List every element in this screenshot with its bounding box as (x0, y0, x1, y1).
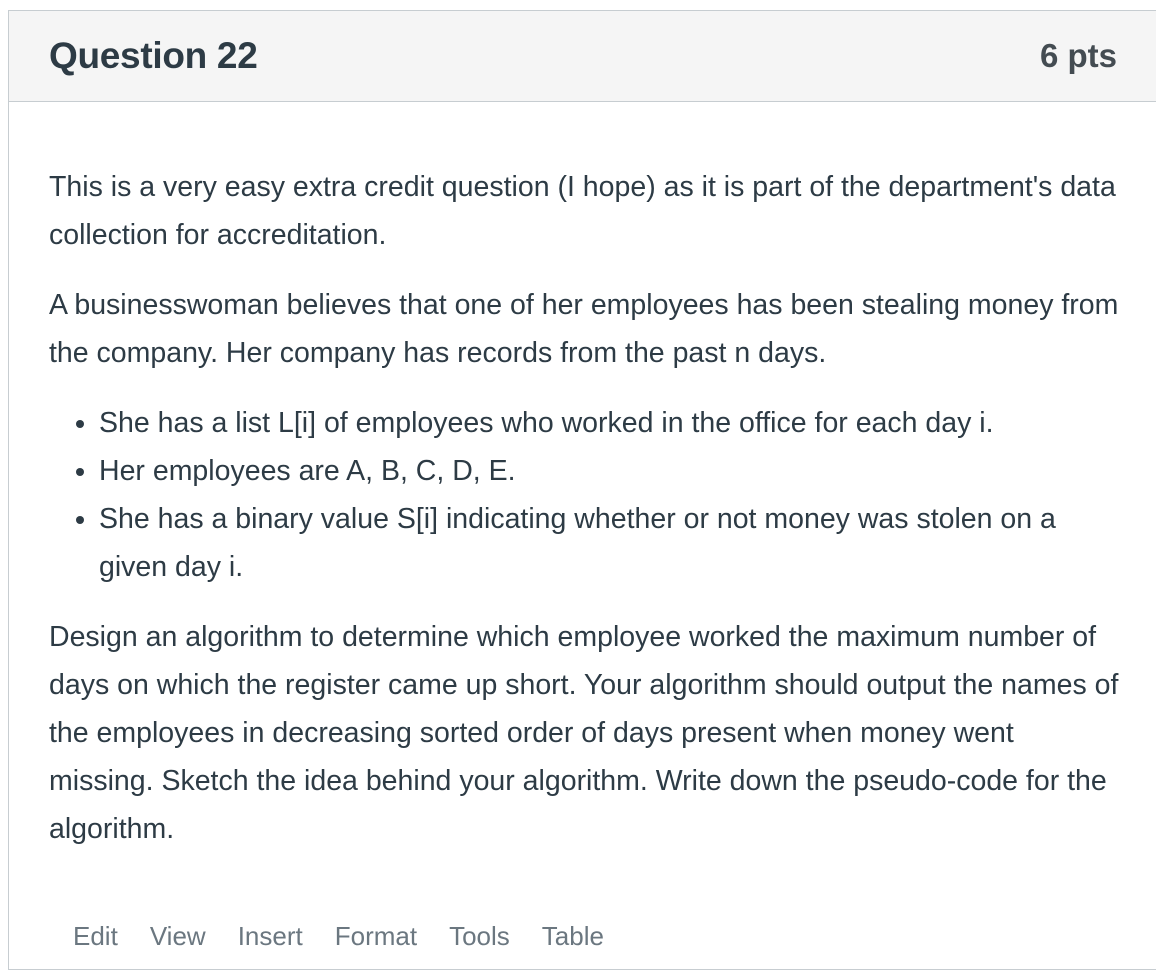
task-paragraph: Design an algorithm to determine which employee worked the maximum number of days on which the register came up short. Your algorithm should output the names of the employees in decreasing sorted order of days present when money went missing. Sketch the idea behind your algorithm. Write down the pseudo-code for the algorithm. (49, 621, 1119, 845)
intro-paragraph: This is a very easy extra credit question (I hope) as it is part of the department's data collection for accreditation. (49, 171, 1116, 251)
menu-table[interactable]: Table (541, 921, 604, 951)
menu-view[interactable]: View (149, 921, 206, 951)
bullet-item: • Her employees are A, B, C, D, E. (99, 447, 1119, 495)
question-header (9, 11, 1156, 102)
editor-menubar (73, 921, 604, 952)
bullet-list (49, 399, 1119, 591)
menu-tools[interactable]: Tools (449, 921, 510, 951)
scenario-paragraph: A businesswoman believes that one of her employees has been stealing money from the company. Her company has records from the past n days. (49, 289, 1119, 369)
menu-edit[interactable]: Edit (73, 921, 118, 951)
question-points: 6 pts (1039, 37, 1117, 74)
bullet-item: • She has a binary value S[i] indicating whether or not money was stolen on a given day i. (99, 495, 1119, 591)
question-title: Question 22 (49, 35, 258, 76)
bullet-item: • She has a list L[i] of employees who worked in the office for each day i. (99, 399, 1119, 447)
question-text (49, 163, 1119, 875)
menu-insert[interactable]: Insert (237, 921, 303, 951)
question-card (8, 10, 1156, 970)
menu-format[interactable]: Format (334, 921, 418, 951)
